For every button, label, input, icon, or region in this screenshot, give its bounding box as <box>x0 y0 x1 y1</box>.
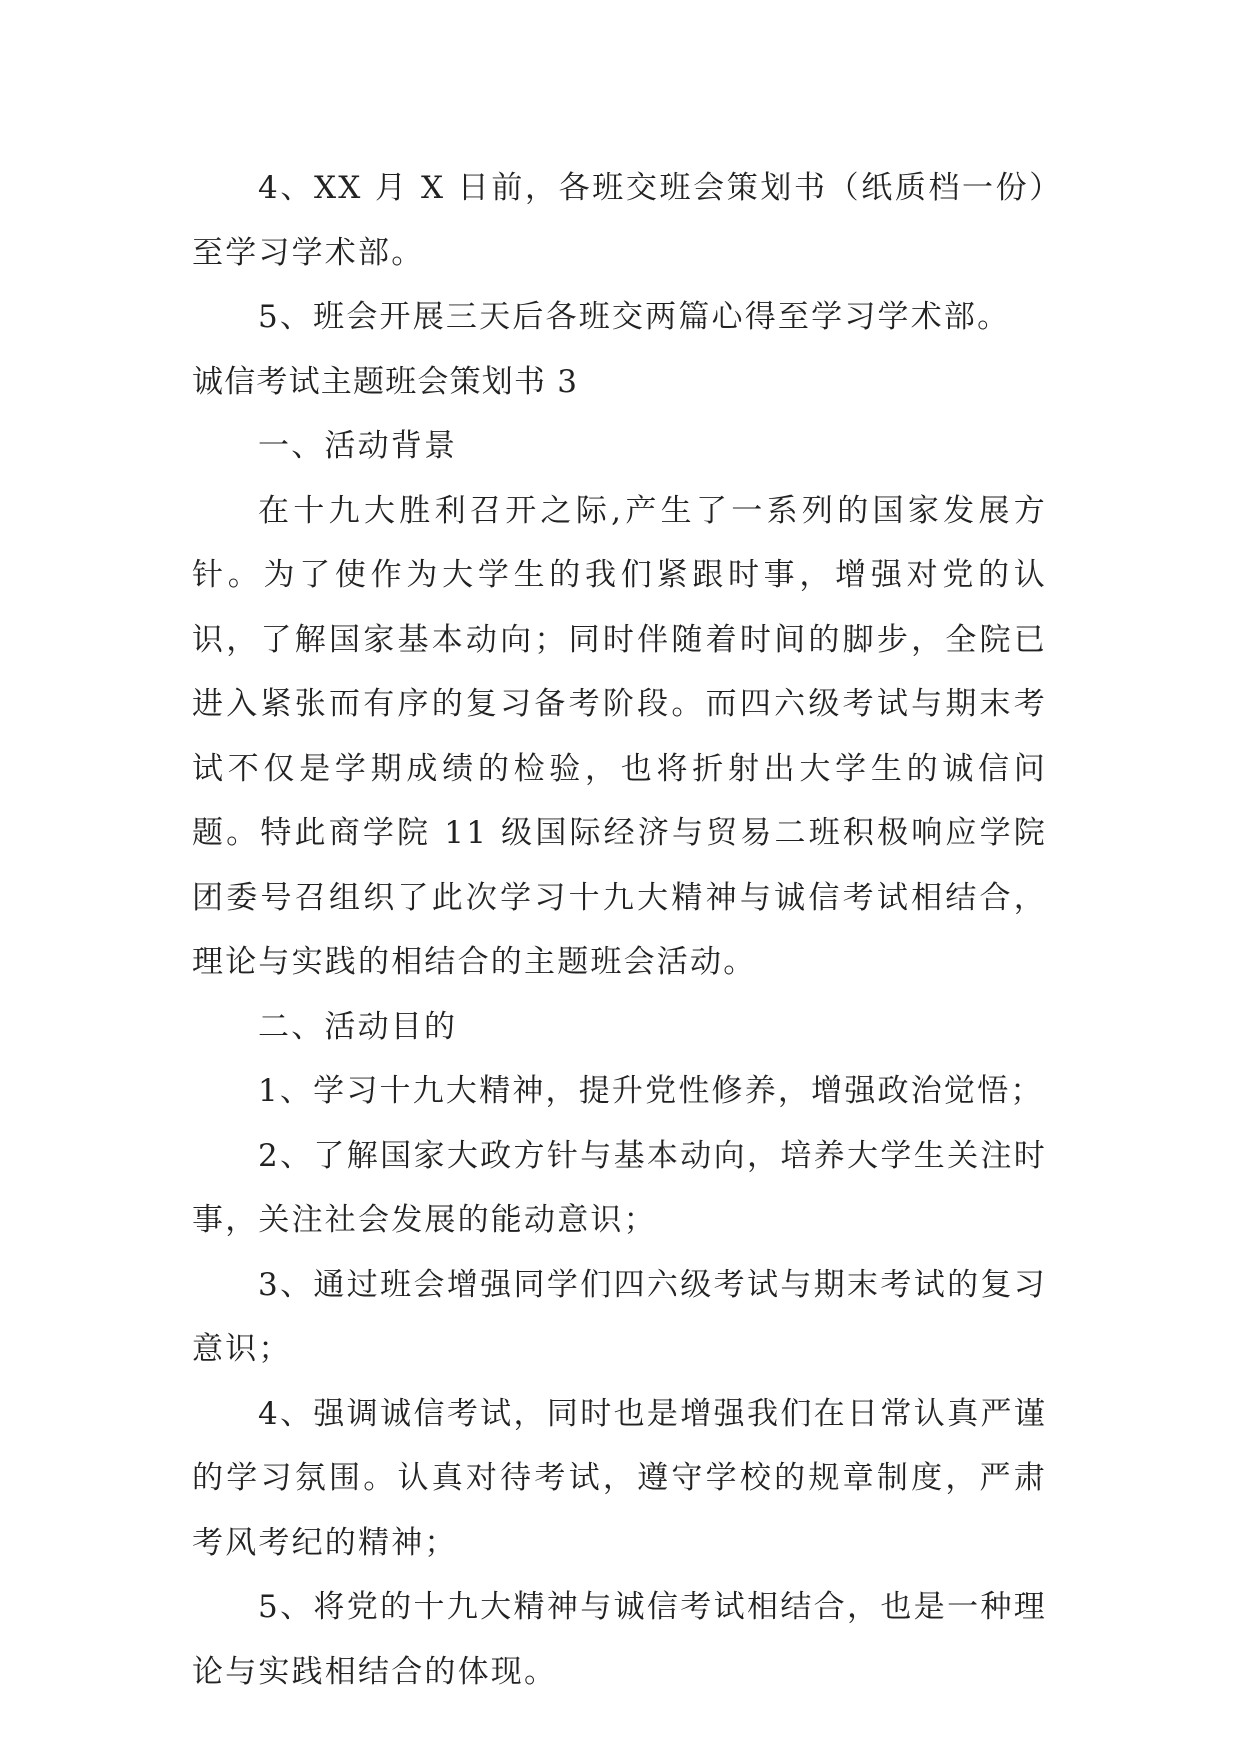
heading-purpose: 二、活动目的 <box>258 1008 458 1045</box>
paragraph-deadline-plan: 4、XX 月 X 日前，各班交班会策划书（纸质档一份）至学习学术部。 <box>192 170 1047 271</box>
section-title: 诚信考试主题班会策划书 3 <box>192 363 579 400</box>
purpose-item-4: 4、强调诚信考试，同时也是增强我们在日常认真严谨的学习氛围。认真对待考试，遵守学校的规章制度，严肃考风考纪的精神； <box>192 1395 1047 1561</box>
paragraph-reflection: 5、班会开展三天后各班交两篇心得至学习学术部。 <box>258 299 1011 335</box>
purpose-item-5: 5、将党的十九大精神与诚信考试相结合，也是一种理论与实践相结合的体现。 <box>192 1589 1047 1690</box>
paragraph-background: 在十九大胜利召开之际,产生了一系列的国家发展方针。为了使作为大学生的我们紧跟时事，增强对党的认识，了解国家基本动向；同时伴随着时间的脚步，全院已进入紧张而有序的复习备考阶段。而四六级考试与期末考试不仅是学期成绩的检验，也将折射出大学生的诚信问题。特此商学院 11 级国际经济与贸易二班积极响应学院团委号召组织了此次学习十九大精神与诚信考试相结合，理论与实践的相结合的主题班会活动。 <box>192 492 1047 980</box>
purpose-item-3: 3、通过班会增强同学们四六级考试与期末考试的复习意识； <box>192 1266 1047 1367</box>
purpose-item-1: 1、学习十九大精神，提升党性修养，增强政治觉悟； <box>258 1073 1044 1109</box>
purpose-item-2: 2、了解国家大政方针与基本动向，培养大学生关注时事，关注社会发展的能动意识； <box>192 1137 1047 1238</box>
document-body <box>192 156 1047 1704</box>
heading-background: 一、活动背景 <box>258 428 458 464</box>
